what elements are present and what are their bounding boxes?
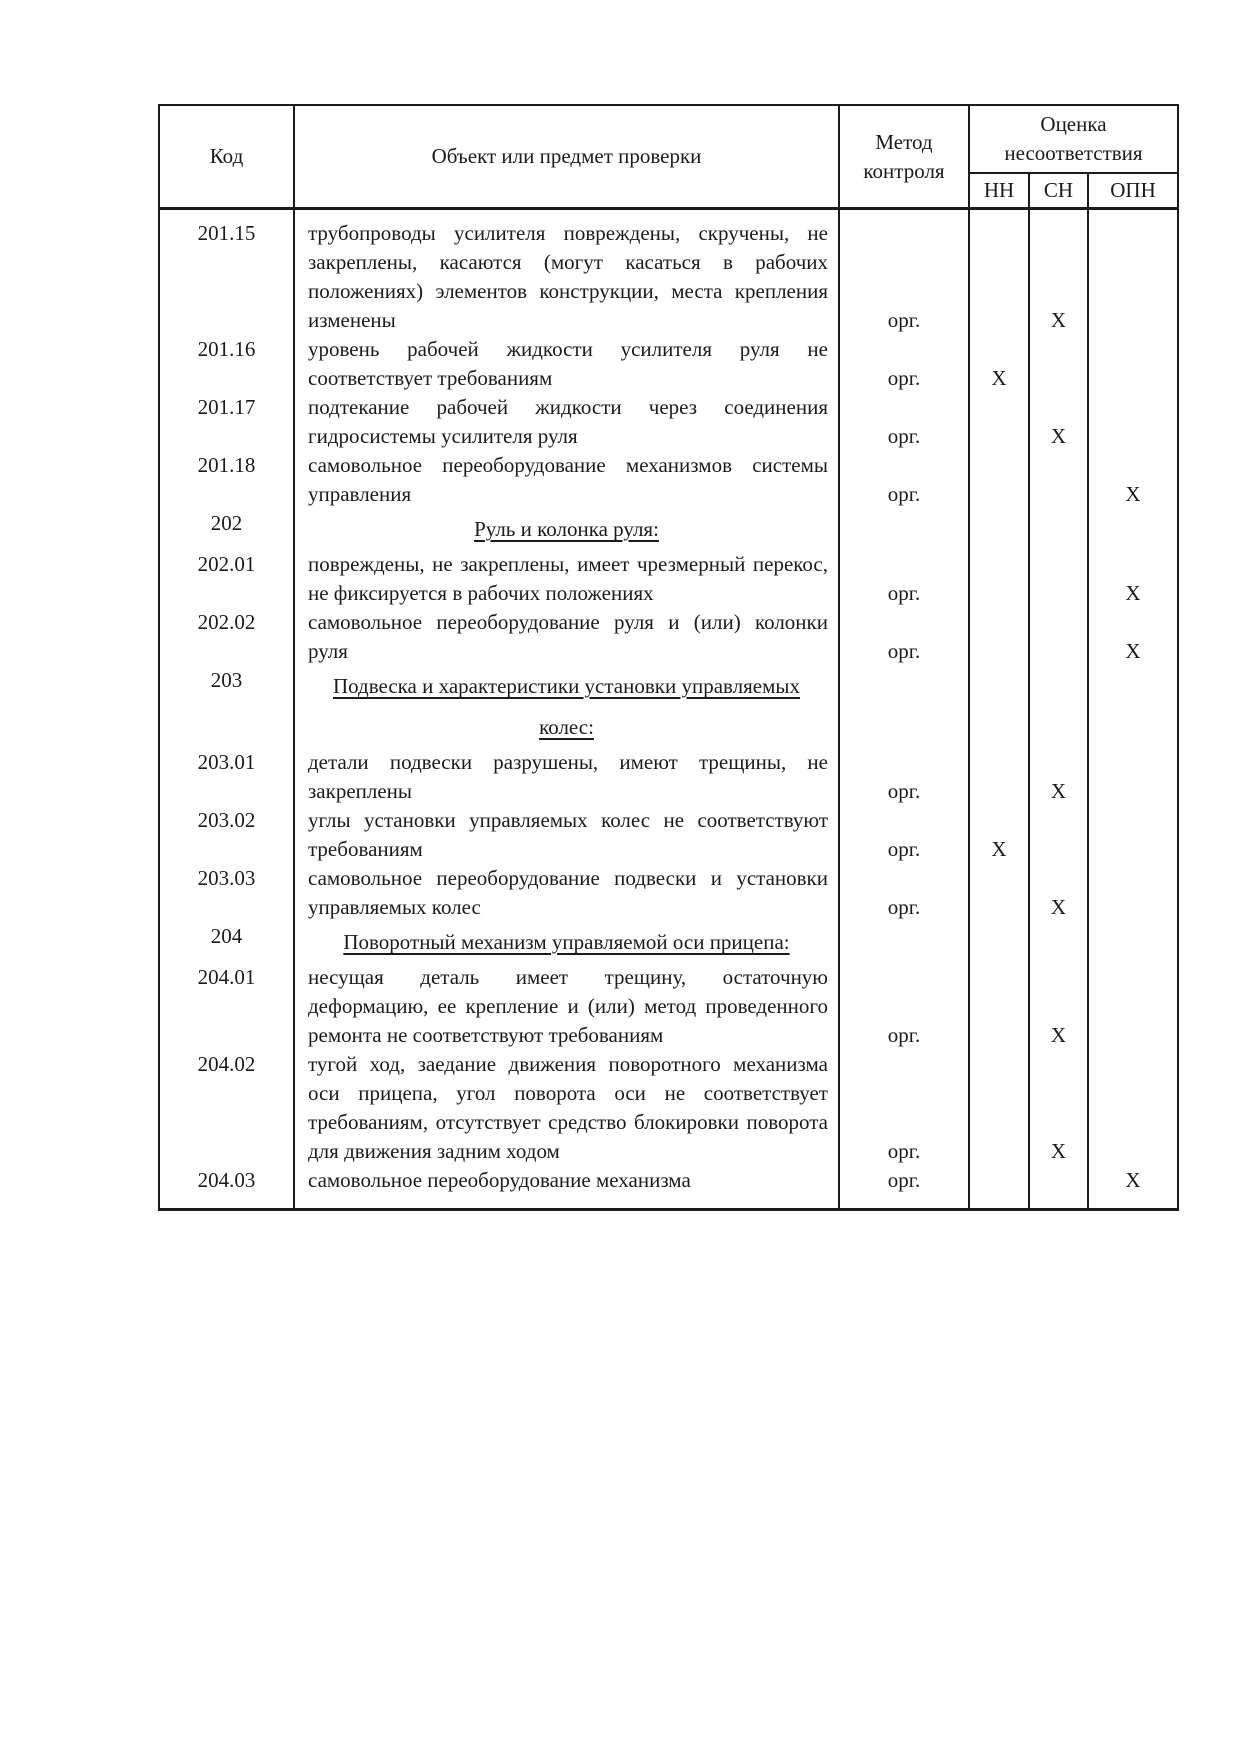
row-mark-sn: Х	[1029, 748, 1088, 806]
row-code: 202.02	[159, 608, 294, 666]
row-method: орг.	[839, 1050, 969, 1166]
table-row	[159, 451, 1178, 509]
row-mark-sn	[1029, 806, 1088, 864]
row-code: 201.16	[159, 335, 294, 393]
row-mark-opn	[1088, 509, 1178, 550]
table-body	[159, 209, 1178, 1210]
row-method: орг.	[839, 963, 969, 1050]
table-row	[159, 864, 1178, 922]
row-mark-opn	[1088, 209, 1178, 336]
row-text: уровень рабочей жидкости усилителя руля не соответствует требованиям	[294, 335, 839, 393]
row-method	[839, 509, 969, 550]
row-mark-nn	[969, 963, 1029, 1050]
row-mark-nn	[969, 922, 1029, 963]
row-mark-nn	[969, 451, 1029, 509]
row-method: орг.	[839, 864, 969, 922]
row-mark-nn: Х	[969, 335, 1029, 393]
row-mark-sn: Х	[1029, 209, 1088, 336]
row-method: орг.	[839, 451, 969, 509]
row-text: самовольное переоборудование подвески и установки управляемых колес	[294, 864, 839, 922]
row-mark-opn	[1088, 393, 1178, 451]
row-mark-nn	[969, 864, 1029, 922]
row-mark-sn	[1029, 666, 1088, 748]
table-row	[159, 209, 1178, 336]
table-row	[159, 1050, 1178, 1166]
row-mark-nn	[969, 748, 1029, 806]
row-code: 203.01	[159, 748, 294, 806]
section-row	[159, 922, 1178, 963]
row-mark-nn	[969, 509, 1029, 550]
row-method: орг.	[839, 550, 969, 608]
row-mark-sn: Х	[1029, 393, 1088, 451]
row-mark-sn	[1029, 550, 1088, 608]
row-mark-nn	[969, 209, 1029, 336]
row-method	[839, 666, 969, 748]
row-mark-nn	[969, 1050, 1029, 1166]
row-text: самовольное переоборудование руля и (или) колонки руля	[294, 608, 839, 666]
table-row	[159, 963, 1178, 1050]
header-code: Код	[159, 105, 294, 209]
row-text: Руль и колонка руля:	[294, 509, 839, 550]
header-row-main	[159, 105, 1178, 173]
row-method: орг.	[839, 806, 969, 864]
row-method: орг.	[839, 209, 969, 336]
row-text: Подвеска и характеристики установки управляемых колес:	[294, 666, 839, 748]
row-code: 201.17	[159, 393, 294, 451]
header-assessment: Оценка несоответствия	[969, 105, 1178, 173]
row-mark-nn	[969, 608, 1029, 666]
table-header	[159, 105, 1178, 209]
row-method: орг.	[839, 608, 969, 666]
row-mark-nn	[969, 550, 1029, 608]
row-code: 203	[159, 666, 294, 748]
row-code: 202	[159, 509, 294, 550]
row-mark-opn: Х	[1088, 451, 1178, 509]
header-opn: ОПН	[1088, 173, 1178, 209]
row-text: тугой ход, заедание движения поворотного механизма оси прицепа, угол поворота оси не соответствует требованиям, отсутствует средство блокировки поворота для движения задним ходом	[294, 1050, 839, 1166]
row-mark-sn: Х	[1029, 963, 1088, 1050]
table-row	[159, 550, 1178, 608]
row-text: самовольное переоборудование механизма	[294, 1166, 839, 1210]
section-row	[159, 666, 1178, 748]
row-mark-opn: Х	[1088, 1166, 1178, 1210]
row-text: несущая деталь имеет трещину, остаточную деформацию, ее крепление и (или) метод проведенного ремонта не соответствуют требованиям	[294, 963, 839, 1050]
row-mark-sn	[1029, 335, 1088, 393]
header-nn: НН	[969, 173, 1029, 209]
row-mark-sn	[1029, 509, 1088, 550]
table-row	[159, 335, 1178, 393]
row-code: 201.18	[159, 451, 294, 509]
row-mark-opn: Х	[1088, 608, 1178, 666]
row-text: углы установки управляемых колес не соответствуют требованиям	[294, 806, 839, 864]
row-mark-opn	[1088, 666, 1178, 748]
row-method: орг.	[839, 1166, 969, 1210]
row-mark-opn	[1088, 864, 1178, 922]
row-method: орг.	[839, 335, 969, 393]
table-row	[159, 748, 1178, 806]
table-row	[159, 393, 1178, 451]
row-code: 204	[159, 922, 294, 963]
header-method: Метод контроля	[839, 105, 969, 209]
row-mark-nn	[969, 666, 1029, 748]
row-method: орг.	[839, 748, 969, 806]
header-object: Объект или предмет проверки	[294, 105, 839, 209]
row-mark-sn: Х	[1029, 864, 1088, 922]
table-row	[159, 1166, 1178, 1210]
row-mark-opn	[1088, 335, 1178, 393]
row-text: самовольное переоборудование механизмов системы управления	[294, 451, 839, 509]
row-mark-opn	[1088, 748, 1178, 806]
row-mark-opn	[1088, 806, 1178, 864]
row-code: 201.15	[159, 209, 294, 336]
row-text: трубопроводы усилителя повреждены, скручены, не закреплены, касаются (могут касаться в рабочих положениях) элементов конструкции, места крепления изменены	[294, 209, 839, 336]
row-mark-nn	[969, 393, 1029, 451]
table-row	[159, 806, 1178, 864]
row-code: 203.03	[159, 864, 294, 922]
header-sn: СН	[1029, 173, 1088, 209]
table-row	[159, 608, 1178, 666]
row-mark-nn	[969, 1166, 1029, 1210]
row-text: детали подвески разрушены, имеют трещины, не закреплены	[294, 748, 839, 806]
row-mark-sn	[1029, 1166, 1088, 1210]
row-mark-sn	[1029, 451, 1088, 509]
row-mark-nn: Х	[969, 806, 1029, 864]
row-code: 202.01	[159, 550, 294, 608]
row-mark-sn	[1029, 922, 1088, 963]
row-method: орг.	[839, 393, 969, 451]
row-text: подтекание рабочей жидкости через соединения гидросистемы усилителя руля	[294, 393, 839, 451]
row-code: 204.01	[159, 963, 294, 1050]
row-code: 203.02	[159, 806, 294, 864]
row-mark-sn	[1029, 608, 1088, 666]
row-code: 204.02	[159, 1050, 294, 1166]
section-row	[159, 509, 1178, 550]
row-text: Поворотный механизм управляемой оси прицепа:	[294, 922, 839, 963]
row-mark-opn	[1088, 1050, 1178, 1166]
row-text: повреждены, не закреплены, имеет чрезмерный перекос, не фиксируется в рабочих положениях	[294, 550, 839, 608]
inspection-table	[158, 104, 1179, 1211]
row-code: 204.03	[159, 1166, 294, 1210]
row-mark-opn	[1088, 963, 1178, 1050]
row-mark-opn: Х	[1088, 550, 1178, 608]
row-method	[839, 922, 969, 963]
row-mark-sn: Х	[1029, 1050, 1088, 1166]
row-mark-opn	[1088, 922, 1178, 963]
